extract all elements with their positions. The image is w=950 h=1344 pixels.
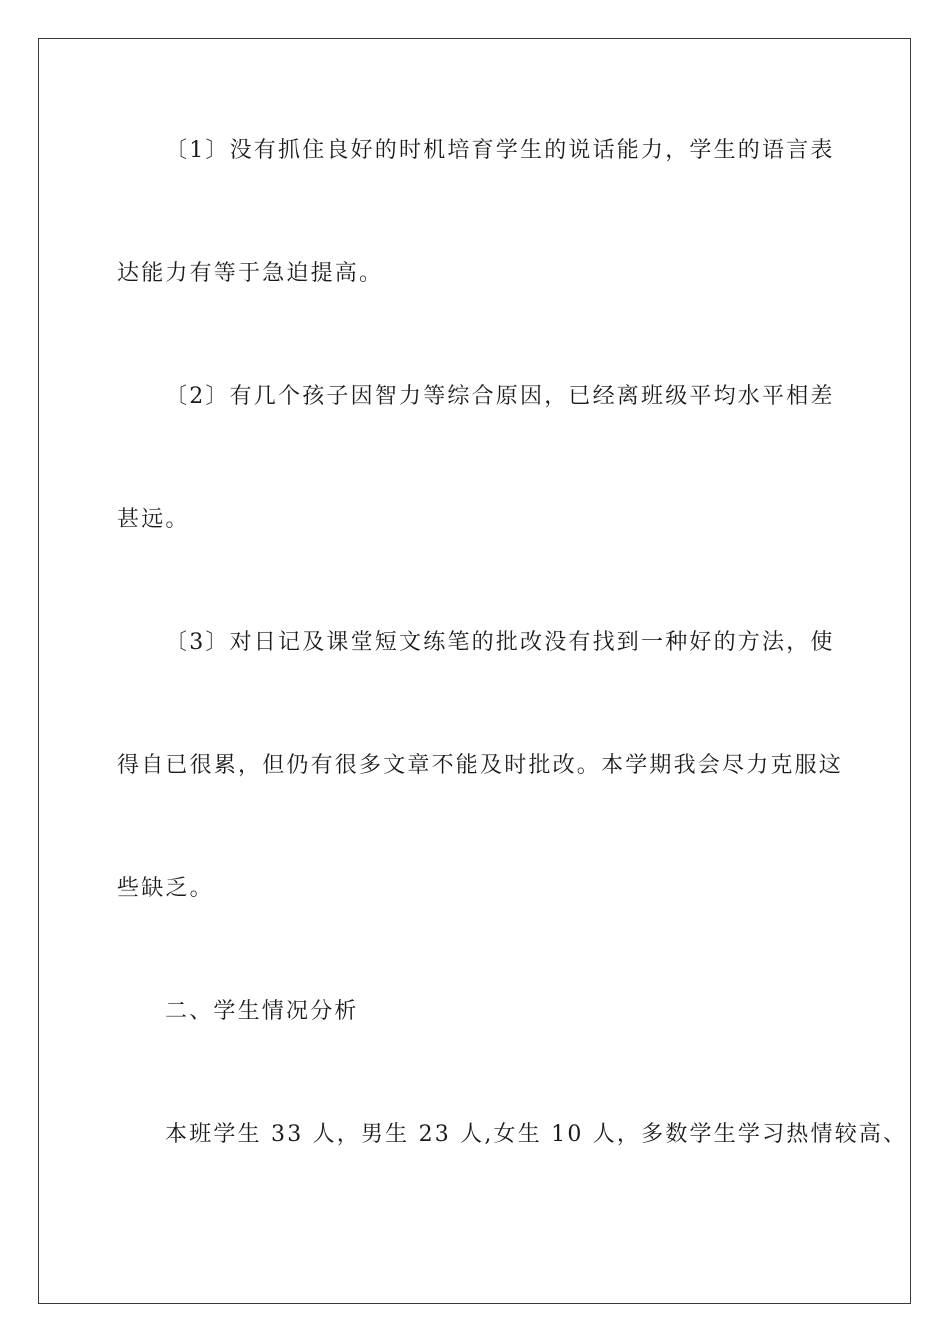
page-border: [38, 38, 911, 1304]
paragraph-2-line-1: 〔2〕有几个孩子因智力等综合原因，已经离班级平均水平相差: [165, 384, 835, 409]
paragraph-3-line-2: 得自已很累，但仍有很多文章不能及时批改。本学期我会尽力克服这: [117, 753, 844, 778]
section-heading: 二、学生情况分析: [165, 999, 359, 1024]
paragraph-1-line-2: 达能力有等于急迫提高。: [117, 261, 384, 286]
paragraph-3-line-1: 〔3〕对日记及课堂短文练笔的批改没有找到一种好的方法，使: [165, 630, 835, 655]
paragraph-3-line-3: 些缺乏。: [117, 876, 214, 901]
paragraph-1-line-1: 〔1〕没有抓住良好的时机培育学生的说话能力，学生的语言表: [165, 138, 835, 163]
paragraph-2-line-2: 甚远。: [117, 507, 190, 532]
paragraph-4-line-1: 本班学生 33 人，男生 23 人,女生 10 人，多数学生学习热情较高、: [165, 1122, 908, 1147]
